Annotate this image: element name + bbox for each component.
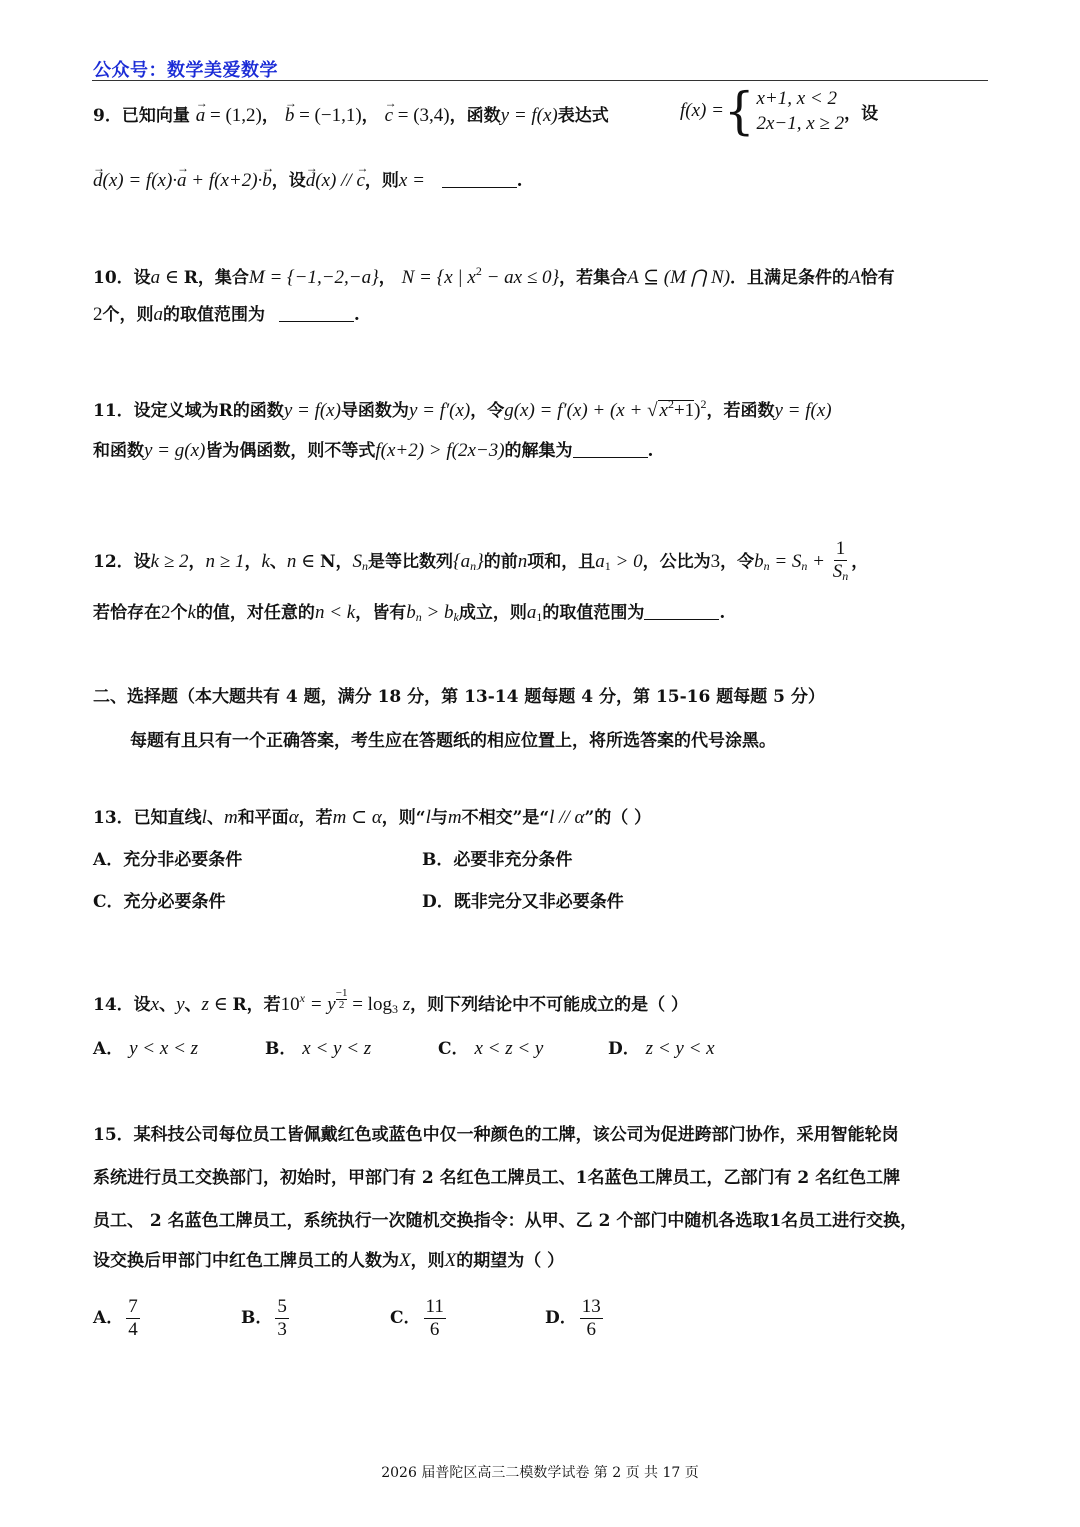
fraction bbox=[580, 1296, 603, 1341]
q14-ten: 10 bbox=[280, 994, 300, 1015]
q11-text: 的解集为 bbox=[504, 441, 573, 461]
q12-a1-ref: a bbox=[526, 602, 537, 623]
set-M: M = {−1,−2,−a} bbox=[248, 267, 379, 288]
q11-text: 和函数 bbox=[93, 441, 144, 461]
q12-text: 若恰存在 bbox=[93, 603, 161, 623]
q14-x: x bbox=[150, 994, 160, 1015]
case-2: 2x−1, x ≥ 2 bbox=[756, 113, 845, 134]
q11-f2: y = f(x) bbox=[774, 400, 832, 421]
case-1: x+1, x < 2 bbox=[756, 88, 837, 109]
q14-dun: 、 bbox=[184, 995, 202, 1015]
vector-b: → b bbox=[285, 103, 295, 129]
q13-text: 不相交”是“ bbox=[461, 808, 550, 828]
option-B[interactable]: B．必要非充分条件 bbox=[422, 850, 573, 870]
q11-sqrt-x: x bbox=[659, 400, 668, 421]
fraction-numerator: 1 bbox=[835, 538, 846, 559]
q15-text: ，则 bbox=[410, 1251, 445, 1271]
option-label: D． bbox=[608, 1039, 640, 1059]
q12-S: S bbox=[352, 551, 363, 572]
q12-n: n ≥ 1 bbox=[205, 551, 245, 572]
q13-text: 和平面 bbox=[237, 808, 289, 828]
q15-text: 设交换后甲部门中红色工牌员工的人数为 bbox=[93, 1251, 399, 1271]
period: . bbox=[719, 603, 726, 623]
period: . bbox=[647, 441, 654, 461]
q13-alpha: α bbox=[288, 807, 299, 828]
q13-text: ，若 bbox=[298, 808, 333, 828]
q15-X-ref: X bbox=[444, 1250, 457, 1271]
option-B[interactable] bbox=[265, 1036, 371, 1062]
fraction-denominator: 3 bbox=[277, 1319, 287, 1340]
option-D[interactable]: D．既非完分又非必要条件 bbox=[422, 892, 624, 912]
q9-sep: ， bbox=[261, 106, 279, 126]
q12-bn: b bbox=[754, 551, 764, 572]
fraction-denominator: 6 bbox=[429, 1319, 440, 1340]
option-B[interactable] bbox=[241, 1296, 292, 1341]
question-12-line-1 bbox=[93, 538, 868, 587]
answer-blank[interactable] bbox=[442, 169, 517, 188]
q9-a-value: = (1,2) bbox=[205, 105, 262, 126]
option-A[interactable] bbox=[93, 1296, 143, 1341]
q12-nlk: n < k bbox=[314, 602, 356, 623]
option-label: A． bbox=[93, 1039, 124, 1059]
fraction bbox=[126, 1296, 140, 1341]
q14-exp-den: 2 bbox=[338, 999, 345, 1011]
q10-count: 2 bbox=[93, 304, 103, 325]
q11-g: g(x) = f′(x) + (x + bbox=[504, 400, 648, 421]
fraction-numerator: 13 bbox=[581, 1296, 601, 1317]
q12-sep: ， bbox=[335, 552, 353, 572]
q14-log: = log bbox=[347, 994, 392, 1015]
question-number: 9． bbox=[93, 106, 122, 126]
page-header: 公众号：数学美爱数学 bbox=[93, 60, 278, 81]
q11-text: 设定义域为 bbox=[133, 401, 219, 421]
question-15-line-2: 系统进行员工交换部门，初始时，甲部门有 2 名红色工牌员工、1名蓝色工牌员工，乙部门有 2 名红色工牌 bbox=[93, 1168, 901, 1188]
option-label: B． bbox=[265, 1039, 297, 1059]
q12-N: N bbox=[320, 552, 336, 572]
section-title: 二、选择题（本大题共有 4 题，满分 18 分，第 13-14 题每题 4 分，第 15-16 题每题 5 分） bbox=[93, 687, 825, 707]
brace: { bbox=[723, 81, 755, 141]
vector-d: → d bbox=[93, 168, 103, 194]
q11-sqrt-plus: +1 bbox=[673, 400, 695, 421]
q11-text: 皆为偶函数，则不等式 bbox=[205, 441, 376, 461]
q9-parallel: (x) // bbox=[315, 170, 357, 191]
q11-text: 导函数为 bbox=[340, 401, 409, 421]
q13-text: ”的（ ） bbox=[584, 808, 652, 828]
q15-X: X bbox=[399, 1250, 411, 1271]
q13-l: l bbox=[201, 807, 207, 828]
q9-answer-var: x = bbox=[398, 170, 430, 191]
option-label: B． bbox=[241, 1308, 273, 1328]
q12-bn-sub: n bbox=[415, 610, 422, 624]
option-text: z < y < x bbox=[645, 1038, 715, 1059]
fraction: $\frac{1}{S_n}$ bbox=[832, 538, 849, 583]
q14-dun: 、 bbox=[159, 995, 177, 1015]
q12-sn-sub: n bbox=[801, 559, 808, 573]
set-N-2: − ax ≤ 0} bbox=[481, 267, 560, 288]
q10-text: 个，则 bbox=[102, 305, 154, 325]
q12-text: 设 bbox=[133, 552, 151, 572]
sqrt-sign: √ bbox=[647, 400, 658, 421]
q14-text: 设 bbox=[133, 995, 151, 1015]
q12-text: ，皆有 bbox=[355, 603, 407, 623]
q14-exp-num: 1 bbox=[341, 987, 348, 999]
fraction bbox=[275, 1296, 289, 1341]
option-C[interactable] bbox=[390, 1296, 449, 1341]
q14-ten-exp: x bbox=[299, 991, 305, 1005]
fraction-numerator: 5 bbox=[277, 1296, 287, 1317]
q12-text: 的取值范围为 bbox=[542, 603, 645, 623]
q12-text: ，公比为 bbox=[642, 552, 711, 572]
q9-text: 表达式 bbox=[557, 106, 609, 126]
q12-ratio: 3 bbox=[710, 551, 721, 572]
vector-c: → c bbox=[385, 103, 393, 129]
q12-bn-sub: n bbox=[763, 559, 770, 573]
q12-text: ，令 bbox=[720, 552, 755, 572]
q10-text: 的取值范围为 bbox=[163, 305, 265, 325]
question-15-line-3: 员工、 2 名蓝色工牌员工，系统执行一次随机交换指令：从甲、乙 2 个部门中随机各选取1名员工进行交换， bbox=[93, 1211, 918, 1231]
option-C[interactable]: C．充分必要条件 bbox=[93, 892, 226, 912]
q9-text: 已知向量 bbox=[121, 106, 190, 126]
q14-y: y bbox=[176, 994, 185, 1015]
option-D[interactable] bbox=[608, 1036, 715, 1062]
q12-bn-eq: = S bbox=[769, 551, 802, 572]
question-11-line-1 bbox=[93, 391, 832, 424]
q12-text: 是等比数列 bbox=[368, 552, 454, 572]
q15-text: 的期望为（ ） bbox=[456, 1251, 565, 1271]
q12-a1-sub: 1 bbox=[536, 610, 543, 624]
q12-an-close: } bbox=[476, 551, 484, 572]
q9-text: ，设 bbox=[271, 171, 306, 191]
q12-bn-ref: b bbox=[406, 602, 416, 623]
q12-dun: 、 bbox=[269, 552, 287, 572]
vector-a: → a bbox=[196, 103, 206, 129]
q13-text: 已知直线 bbox=[133, 808, 202, 828]
q9-sep: ， bbox=[361, 106, 379, 126]
q12-S-sub: n bbox=[362, 559, 369, 573]
option-A[interactable] bbox=[93, 1036, 198, 1062]
q10-sep: ， bbox=[378, 268, 396, 288]
question-15-line-4 bbox=[93, 1248, 564, 1274]
q14-R: R bbox=[232, 995, 247, 1015]
exponent: 2 bbox=[475, 264, 482, 278]
q12-a1-cond: > 0 bbox=[610, 551, 643, 572]
exponent: 2 bbox=[700, 397, 707, 411]
q12-two: 2 bbox=[161, 602, 171, 623]
option-text: y < x < z bbox=[129, 1038, 199, 1059]
fraction-denominator: 4 bbox=[128, 1319, 138, 1340]
q9-d-expr-2: + f(x+2)· bbox=[186, 170, 263, 191]
q11-fprime: y = f′(x) bbox=[408, 400, 471, 421]
question-10-line-2 bbox=[93, 302, 360, 328]
option-D[interactable] bbox=[545, 1296, 606, 1341]
question-12-line-2 bbox=[93, 600, 725, 630]
option-label: A． bbox=[93, 1308, 124, 1328]
q12-an: {a bbox=[453, 551, 471, 572]
q13-m-ref: m bbox=[447, 807, 462, 828]
question-number: 11． bbox=[93, 401, 134, 421]
exponent-fraction: $\frac{-1}{2}$ bbox=[335, 987, 348, 1011]
q9-d-expr: (x) = f(x)· bbox=[102, 170, 178, 191]
q12-a1: a bbox=[595, 551, 605, 572]
q13-parallel: l // α bbox=[549, 807, 585, 828]
q12-plus: + bbox=[807, 551, 830, 572]
q10-text: ，若集合 bbox=[559, 268, 628, 288]
question-9-line-2 bbox=[93, 168, 523, 194]
option-label: C． bbox=[438, 1039, 469, 1059]
q11-R: R bbox=[218, 401, 233, 421]
vector-c-ref: → c bbox=[356, 168, 364, 194]
q13-l-ref: l bbox=[425, 807, 431, 828]
q10-text: ．且满足条件的 bbox=[730, 268, 850, 288]
q11-text: 的函数 bbox=[232, 401, 284, 421]
q11-inequality: f(x+2) > f(2x−3) bbox=[375, 440, 505, 461]
q11-text: ，令 bbox=[470, 401, 505, 421]
q9-b-value: = (−1,1) bbox=[294, 105, 362, 126]
period: . bbox=[353, 305, 360, 325]
q12-bk-sub: k bbox=[453, 610, 459, 624]
q13-text: 与 bbox=[430, 808, 448, 828]
period: . bbox=[516, 171, 523, 191]
q12-k: k ≥ 2 bbox=[150, 551, 189, 572]
q10-R: R bbox=[183, 268, 198, 288]
q12-k2: k bbox=[187, 602, 196, 623]
set-A-ref: A bbox=[849, 267, 861, 288]
option-A[interactable]: A．充分非必要条件 bbox=[93, 850, 243, 870]
vector-d-ref: → d bbox=[306, 168, 316, 194]
q12-text: 的前 bbox=[483, 552, 518, 572]
q11-f: y = f(x) bbox=[283, 400, 341, 421]
q10-a: a bbox=[153, 304, 163, 325]
q14-text: ，若 bbox=[246, 995, 281, 1015]
fraction bbox=[424, 1296, 446, 1341]
q13-dun: 、 bbox=[206, 808, 224, 828]
q14-text: ，则下列结论中不可能成立的是（ ） bbox=[410, 995, 689, 1015]
q9-text: ，则 bbox=[364, 171, 399, 191]
header-rule bbox=[92, 80, 988, 81]
set-A: A ⊆ (M ⋂ N) bbox=[627, 267, 731, 288]
q10-text: 恰有 bbox=[860, 268, 895, 288]
option-label: D． bbox=[545, 1308, 577, 1328]
option-text: x < z < y bbox=[474, 1038, 544, 1059]
q13-m: m bbox=[223, 807, 238, 828]
q12-sep: ， bbox=[851, 552, 869, 572]
question-10-line-1 bbox=[93, 258, 895, 291]
q14-log-base: 3 bbox=[391, 1002, 398, 1016]
q10-a-in: a ∈ bbox=[150, 267, 184, 288]
q9-text: ，设 bbox=[844, 103, 879, 124]
exponent: 2 bbox=[667, 397, 674, 411]
q11-g-ref: y = g(x) bbox=[144, 440, 206, 461]
question-number: 10． bbox=[93, 268, 134, 288]
question-13 bbox=[93, 805, 651, 831]
q12-text: 项和，且 bbox=[527, 552, 596, 572]
fraction-denominator: 6 bbox=[586, 1319, 596, 1340]
q10-text: ，集合 bbox=[197, 268, 249, 288]
fraction-numerator: 11 bbox=[425, 1296, 444, 1317]
q12-compare: > b bbox=[421, 602, 454, 623]
page-footer: 2026 届普陀区高三二模数学试卷 第 2 页 共 17 页 bbox=[381, 1465, 699, 1481]
q12-a1-sub: 1 bbox=[604, 559, 611, 573]
section-instructions: 每题有且只有一个正确答案，考生应在答题纸的相应位置上，将所选答案的代号涂黑。 bbox=[130, 731, 776, 751]
q13-subset: m ⊂ α bbox=[332, 807, 382, 828]
question-11-line-2 bbox=[93, 438, 653, 464]
q12-n-in: n ∈ bbox=[286, 551, 320, 572]
answer-blank[interactable] bbox=[644, 601, 719, 620]
fraction-denominator: S bbox=[832, 561, 843, 582]
option-C[interactable] bbox=[438, 1036, 543, 1062]
q9-c-value: = (3,4) bbox=[393, 105, 450, 126]
q9-function: y = f(x) bbox=[500, 105, 558, 126]
q12-an-sub: n bbox=[470, 559, 477, 573]
q11-g-end: ) bbox=[694, 400, 701, 421]
answer-blank[interactable] bbox=[573, 439, 648, 458]
q12-text: 成立，则 bbox=[458, 603, 527, 623]
q12-text: 个 bbox=[170, 603, 188, 623]
answer-blank[interactable] bbox=[279, 303, 354, 322]
piecewise-lhs: f(x) = bbox=[680, 100, 724, 121]
vector-b-ref: → b bbox=[262, 168, 272, 194]
question-9-line-1 bbox=[93, 103, 609, 129]
q12-text: 的值，对任意的 bbox=[195, 603, 315, 623]
q14-z-in: z ∈ bbox=[201, 994, 233, 1015]
q10-text: 设 bbox=[133, 268, 151, 288]
q14-z: z bbox=[397, 994, 411, 1015]
q11-text: ，若函数 bbox=[706, 401, 775, 421]
q14-eq1: = y bbox=[304, 994, 336, 1015]
set-N: N = {x | x bbox=[401, 267, 476, 288]
q13-text: ，则“ bbox=[381, 808, 426, 828]
question-14 bbox=[93, 985, 688, 1022]
piecewise-function bbox=[680, 81, 879, 141]
question-number: 13． bbox=[93, 808, 134, 828]
q12-n-ref: n bbox=[517, 551, 528, 572]
fraction-numerator: 7 bbox=[128, 1296, 138, 1317]
q12-sep: ， bbox=[244, 552, 262, 572]
q9-text: ，函数 bbox=[449, 106, 501, 126]
option-label: C． bbox=[390, 1308, 421, 1328]
question-number: 14． bbox=[93, 995, 134, 1015]
q12-sep: ， bbox=[188, 552, 206, 572]
question-number: 12． bbox=[93, 552, 134, 572]
question-15-line-1: 15．某科技公司每位员工皆佩戴红色或蓝色中仅一种颜色的工牌，该公司为促进跨部门协作，采用智能轮岗 bbox=[93, 1125, 899, 1145]
q12-k-ref: k bbox=[261, 551, 270, 572]
option-text: x < y < z bbox=[302, 1038, 372, 1059]
vector-a-ref: → a bbox=[177, 168, 187, 194]
